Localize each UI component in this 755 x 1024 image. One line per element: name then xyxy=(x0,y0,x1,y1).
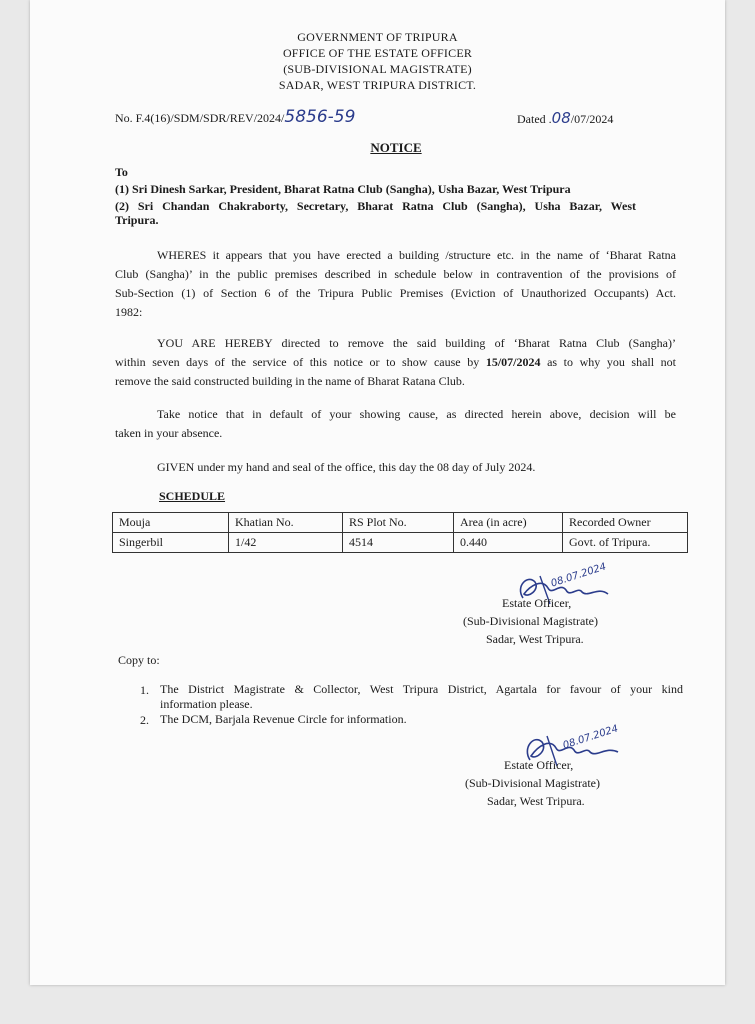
schedule-cell-khatian: 1/42 xyxy=(229,533,343,553)
schedule-title: SCHEDULE xyxy=(159,489,226,503)
para2-line-1: YOU ARE HEREBY directed to remove the said building of ‘Bharat Ratna Club (Sangha)’ xyxy=(157,336,676,350)
schedule-header-cell: Khatian No. xyxy=(229,513,343,533)
copy-to-item-2: The DCM, Barjala Revenue Circle for information. xyxy=(160,712,407,726)
signature-2-title: Estate Officer, xyxy=(504,758,574,772)
schedule-cell-area: 0.440 xyxy=(454,533,563,553)
para2-line-2-end: as to why you shall not xyxy=(540,355,676,369)
schedule-cell-mouja: Singerbil xyxy=(113,533,229,553)
para2-line-2 xyxy=(115,353,676,372)
para1-line-4: 1982: xyxy=(115,305,143,319)
schedule-cell-plot: 4514 xyxy=(343,533,454,553)
schedule-header-cell: Recorded Owner xyxy=(563,513,688,533)
recipient-2-line-1: (2) Sri Chandan Chakraborty, Secretary, Bharat Ratna Club (Sangha), Usha Bazar, West xyxy=(115,199,636,213)
schedule-table xyxy=(112,512,688,553)
header-line-3: (SUB-DIVISIONAL MAGISTRATE) xyxy=(283,62,472,76)
para1-line-2: Club (Sangha)’ in the public premises described in schedule below in contravention of the provisions of xyxy=(115,267,676,281)
para3-line-2: taken in your absence. xyxy=(115,426,223,440)
copy-to-label: Copy to: xyxy=(118,653,160,667)
signature-2-location: Sadar, West Tripura. xyxy=(487,794,585,808)
to-label: To xyxy=(115,165,128,179)
schedule-cell-owner: Govt. of Tripura. xyxy=(563,533,688,553)
reference-number-handwritten: 5856-59 xyxy=(284,107,356,127)
header-line-4: SADAR, WEST TRIPURA DISTRICT. xyxy=(278,78,477,92)
schedule-header-cell: Mouja xyxy=(113,513,229,533)
copy-to-item-2-number: 2. xyxy=(140,713,149,727)
schedule-header-row xyxy=(113,513,688,533)
header-line-1: GOVERNMENT OF TRIPURA xyxy=(297,30,458,44)
para1-line-1: WHERES it appears that you have erected a building /structure etc. in the name of ‘Bharat Ratna xyxy=(157,248,676,262)
show-cause-date: 15/07/2024 xyxy=(485,355,541,369)
schedule-data-row xyxy=(113,533,688,553)
para3-line-1: Take notice that in default of your showing cause, as directed herein above, decision will be xyxy=(157,407,676,421)
para1-line-3: Sub-Section (1) of Section 6 of the Tripura Public Premises (Eviction of Unauthorized Occupants) Act. xyxy=(115,286,676,300)
signature-1-title: Estate Officer, xyxy=(502,596,572,610)
schedule-header-cell: RS Plot No. xyxy=(343,513,454,533)
dated-handwritten-day: 08 xyxy=(551,109,571,127)
signature-1-date: 08.07.2024 xyxy=(549,561,608,590)
dated-suffix: /07/2024 xyxy=(570,112,614,126)
dated-label: Dated . xyxy=(517,112,552,126)
reference-number-prefix: No. F.4(16)/SDM/SDR/REV/2024/ xyxy=(115,111,285,125)
given-under-hand-line: GIVEN under my hand and seal of the office, this day the 08 day of July 2024. xyxy=(157,460,536,474)
para2-line-2-start: within seven days of the service of this notice or to show cause by xyxy=(115,355,486,369)
signature-1-designation: (Sub-Divisional Magistrate) xyxy=(463,614,598,628)
reference-number xyxy=(115,107,355,127)
copy-to-item-1-number: 1. xyxy=(140,683,149,697)
copy-to-item-1-line-1: The District Magistrate & Collector, West Tripura District, Agartala for favour of your kind xyxy=(160,682,683,696)
para2-line-3: remove the said constructed building in the name of Bharat Ratana Club. xyxy=(115,374,465,388)
header-line-2: OFFICE OF THE ESTATE OFFICER xyxy=(282,46,473,60)
notice-title: NOTICE xyxy=(370,140,422,155)
recipient-1: (1) Sri Dinesh Sarkar, President, Bharat Ratna Club (Sangha), Usha Bazar, West Tripura xyxy=(115,182,571,196)
recipient-2-line-2: Tripura. xyxy=(115,213,159,227)
schedule-header-cell: Area (in acre) xyxy=(454,513,563,533)
signature-1-location: Sadar, West Tripura. xyxy=(486,632,584,646)
copy-to-item-1-line-2: information please. xyxy=(160,697,253,711)
signature-2-designation: (Sub-Divisional Magistrate) xyxy=(465,776,600,790)
dated-field xyxy=(517,109,613,127)
signature-2-date: 08.07.2024 xyxy=(561,723,620,752)
